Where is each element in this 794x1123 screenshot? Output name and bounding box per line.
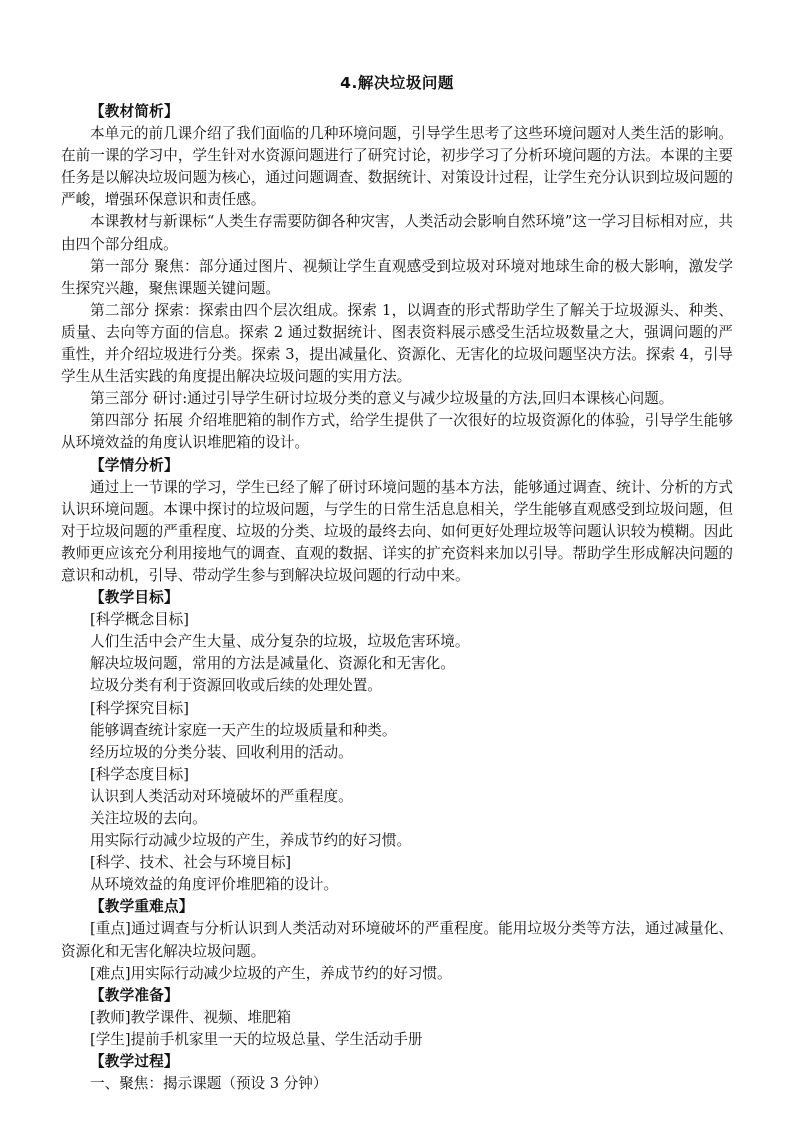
paragraph: 通过上一节课的学习，学生已经了解了研讨环境问题的基本方法，能够通过调查、统计、分析的方式认识环境问题。本课中探讨的垃圾问题，与学生的日常生活息息相关，学生能够直观感受到垃圾问题，但对于垃圾问题的严重程度、垃圾的分类、垃圾的最终去向、如何更好处理垃圾等问题认识较为模糊。因此教师更应该充分利用接地气的调查、直观的数据、详实的扩充资料来加以引导。帮助学生形成解决问题的意识和动机，引导、带动学生参与到解决垃圾问题的行动中来。 (61, 478, 733, 584)
section-heading-learner-analysis: 【学情分析】 (90, 456, 179, 474)
paragraph: 本课教材与新课标“人类生存需要防御各种灾害，人类活动会影响自然环境”这一学习目标相对应，共由四个部分组成。 (61, 213, 733, 253)
goal-line: 经历垃圾的分类分装、回收利用的活动。 (90, 743, 353, 761)
goal-line: [科学态度目标] (90, 765, 189, 783)
goal-line: [科学概念目标] (90, 611, 189, 629)
paragraph: 第二部分 探索：探索由四个层次组成。探索 1，以调查的形式帮助学生了解关于垃圾源头、种类、质量、去向等方面的信息。探索 2 通过数据统计、图表资料展示感受生活垃圾数量之大，强调问题的严重性，并介绍垃圾进行分类。探索 3，提出减量化、资源化、无害化的垃圾问题坚决方法。探索 4，引导学生从生活实践的角度提出解决垃圾问题的实用方法。 (61, 301, 733, 386)
goal-line: 人们生活中会产生大量、成分复杂的垃圾，垃圾危害环境。 (90, 633, 470, 651)
document-title: 4.解决垃圾问题 (340, 74, 454, 92)
section-heading-teaching-goals: 【教学目标】 (90, 589, 179, 607)
goal-line: 解决垃圾问题，常用的方法是减量化、资源化和无害化。 (90, 655, 455, 673)
goal-line: [科学、技术、社会与环境目标] (90, 854, 292, 872)
paragraph: 第一部分 聚焦：部分通过图片、视频让学生直观感受到垃圾对环境对地球生命的极大影响，激发学生探究兴趣，聚焦课题关键问题。 (61, 257, 733, 297)
paragraph: 本单元的前几课介绍了我们面临的几种环境问题，引导学生思考了这些环境问题对人类生活的影响。在前一课的学习中，学生针对水资源问题进行了研究讨论，初步学习了分析环境问题的方法。本课的主要任务是以解决垃圾问题为核心，通过问题调查、数据统计、对策设计过程，让学生充分认识到垃圾问题的严峻，增强环保意识和责任感。 (61, 125, 733, 209)
goal-line: 能够调查统计家庭一天产生的垃圾质量和种类。 (90, 721, 397, 739)
goal-line: 认识到人类活动对环境破坏的严重程度。 (90, 787, 353, 805)
section-heading-teaching-process: 【教学过程】 (90, 1053, 179, 1071)
goal-line: 用实际行动减少垃圾的产生，养成节约的好习惯。 (90, 832, 412, 850)
paragraph: [难点]用实际行动减少垃圾的产生，养成节约的好习惯。 (90, 964, 452, 982)
paragraph: [重点]通过调查与分析认识到人类活动对环境破坏的严重程度。能用垃圾分类等方法，通过减量化、资源化和无害化解决垃圾问题。 (61, 920, 733, 960)
goal-line: [科学探究目标] (90, 699, 189, 717)
process-step: 一、聚焦：揭示课题（预设 3 分钟） (90, 1075, 328, 1093)
document-body (61, 101, 733, 1095)
section-heading-preparation: 【教学准备】 (90, 986, 179, 1004)
preparation-line: [教师]教学课件、视频、堆肥箱 (90, 1008, 292, 1026)
paragraph: 第四部分 拓展 介绍堆肥箱的制作方式，给学生提供了一次很好的垃圾资源化的体验，引导学生能够从环境效益的角度认识堆肥箱的设计。 (61, 412, 733, 452)
paragraph: 第三部分 研讨:通过引导学生研讨垃圾分类的意义与减少垃圾量的方法,回归本课核心问题。 (90, 390, 674, 408)
goal-line: 关注垃圾的去向。 (90, 810, 207, 827)
goal-line: 从环境效益的角度评价堆肥箱的设计。 (90, 876, 339, 894)
goal-line: 垃圾分类有利于资源回收或后续的处理处置。 (90, 677, 382, 695)
preparation-line: [学生]提前手机家里一天的垃圾总量、学生活动手册 (90, 1030, 423, 1048)
section-heading-key-points: 【教学重难点】 (90, 898, 194, 916)
section-heading-textbook-analysis: 【教材简析】 (90, 103, 179, 120)
